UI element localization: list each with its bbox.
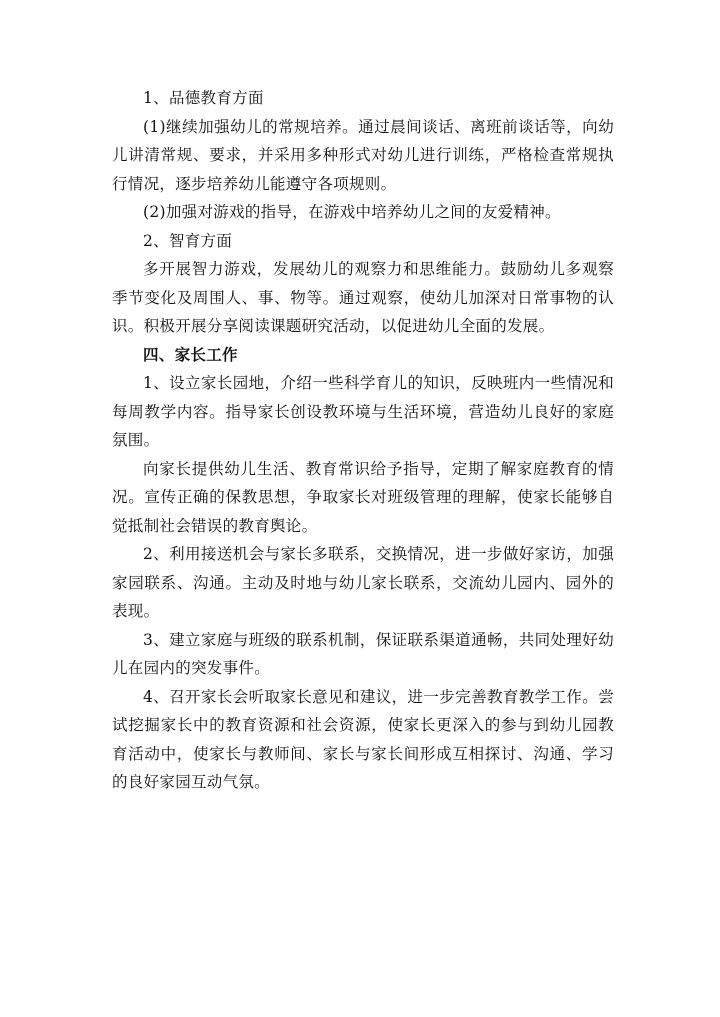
subheading-intellectual-education: 2、智育方面 xyxy=(143,231,233,250)
section-heading-parent-work: 四、家长工作 xyxy=(143,344,238,364)
subheading-moral-education: 1、品德教育方面 xyxy=(143,89,264,107)
paragraph-game-guidance: (2)加强对游戏的指导，在游戏中培养幼儿之间的友爱精神。 xyxy=(143,203,561,221)
paragraph-intellectual-games: 多开展智力游戏，发展幼儿的观察力和思维能力。鼓励幼儿多观察季节变化及周围人、事、物等。通过观察，使幼儿加深对日常事物的认识。积极开展分享阅读课题研究活动，以促进幼儿全面的发展。 xyxy=(112,260,614,335)
paragraph-pickup-communication: 2、利用接送机会与家长多联系，交换情况，进一步做好家访，加强家园联系、沟通。主动及时地与幼儿家长联系，交流幼儿园内、园外的表现。 xyxy=(112,545,614,620)
document-body xyxy=(112,84,614,797)
paragraph-contact-mechanism: 3、建立家庭与班级的联系机制，保证联系渠道通畅，共同处理好幼儿在园内的突发事件。 xyxy=(112,630,614,677)
paragraph-family-education-guidance: 向家长提供幼儿生活、教育常识给予指导，定期了解家庭教育的情况。宣传正确的保教思想，争取家长对班级管理的理解，使家长能够自觉抵制社会错误的教育舆论。 xyxy=(112,459,614,535)
paragraph-parent-corner: 1、设立家长园地，介绍一些科学育儿的知识，反映班内一些情况和每周教学内容。指导家长创设教环境与生活环境，营造幼儿良好的家庭氛围。 xyxy=(112,374,614,449)
paragraph-parent-meeting: 4、召开家长会听取家长意见和建议，进一步完善教育教学工作。尝试挖掘家长中的教育资源和社会资源，使家长更深入的参与到幼儿园教育活动中，使家长与教师间、家长与家长间形成互相探讨、沟通、学习的良好家园互动气氛。 xyxy=(112,687,614,791)
paragraph-routine-training: (1)继续加强幼儿的常规培养。通过晨间谈话、离班前谈话等，向幼儿讲清常规、要求，并采用多种形式对幼儿进行训练，严格检查常规执行情况，逐步培养幼儿能遵守各项规则。 xyxy=(112,117,614,193)
